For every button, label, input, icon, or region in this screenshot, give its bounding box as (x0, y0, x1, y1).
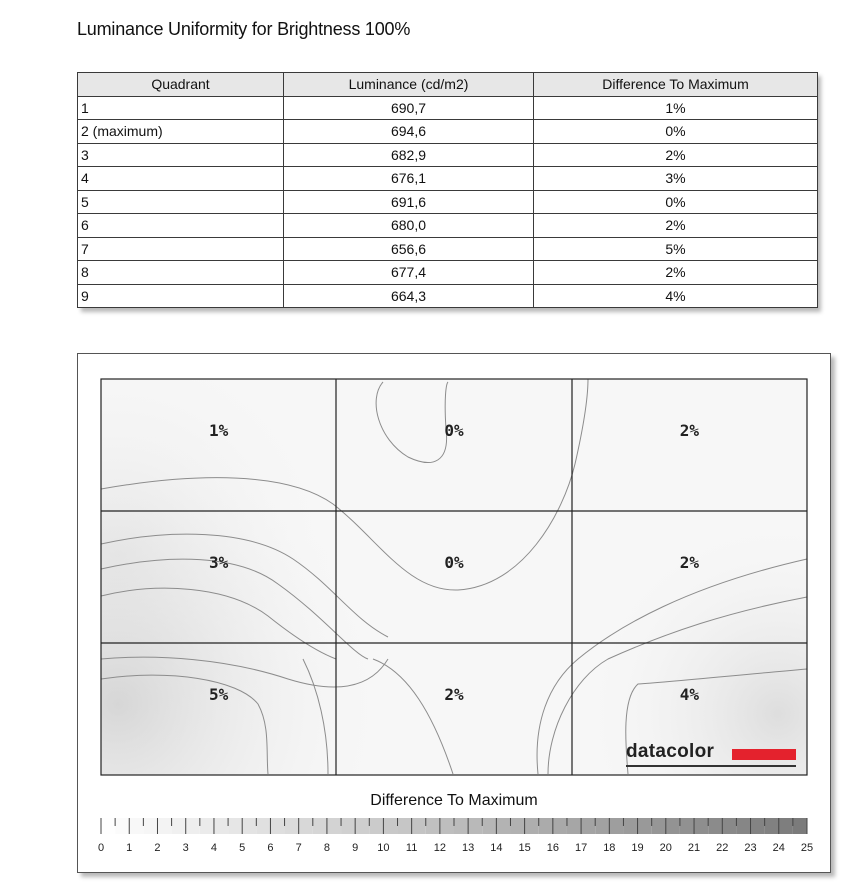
legend-swatch (736, 818, 750, 834)
legend-tick-label: 23 (744, 842, 757, 854)
table-row (78, 167, 818, 191)
legend-swatch (341, 818, 355, 834)
luminance-cell: 682,9 (284, 143, 534, 167)
legend-swatch (426, 818, 440, 834)
legend-swatch (765, 818, 779, 834)
legend-swatch (539, 818, 553, 834)
luminance-cell: 690,7 (284, 96, 534, 120)
difference-cell: 2% (534, 143, 818, 167)
legend-swatch (115, 818, 129, 834)
legend-swatch (440, 818, 454, 834)
legend-title: Difference To Maximum (370, 792, 538, 809)
table-row (78, 96, 818, 120)
luminance-cell: 676,1 (284, 167, 534, 191)
luminance-cell: 656,6 (284, 237, 534, 261)
difference-cell: 3% (534, 167, 818, 191)
logo-red-bar (732, 749, 796, 760)
legend-swatch (609, 818, 623, 834)
legend-swatch (496, 818, 510, 834)
table-row (78, 237, 818, 261)
legend-swatch (172, 818, 186, 834)
legend-swatch (299, 818, 313, 834)
cell-label-8: 2% (444, 685, 464, 704)
quadrant-cell: 4 (78, 167, 284, 191)
legend-swatch (129, 818, 143, 834)
cell-label-6: 2% (679, 553, 699, 572)
quadrant-cell: 7 (78, 237, 284, 261)
difference-cell: 5% (534, 237, 818, 261)
legend-swatch (482, 818, 496, 834)
table-row (78, 190, 818, 214)
legend-tick-label: 16 (546, 842, 559, 854)
header-quadrant: Quadrant (78, 73, 284, 97)
legend-swatch (313, 818, 327, 834)
quadrant-cell: 9 (78, 284, 284, 308)
legend-swatch (694, 818, 708, 834)
legend-swatch (567, 818, 581, 834)
legend-swatch (793, 818, 807, 834)
difference-cell: 2% (534, 261, 818, 285)
luminance-cell: 691,6 (284, 190, 534, 214)
legend-tick-label: 20 (659, 842, 672, 854)
legend-tick-label: 19 (631, 842, 644, 854)
legend-tick-label: 12 (433, 842, 447, 854)
legend-tick-label: 7 (295, 842, 302, 854)
quadrant-cell: 8 (78, 261, 284, 285)
cell-label-4: 3% (209, 553, 229, 572)
legend-swatch (228, 818, 242, 834)
table-header-row (78, 73, 818, 97)
legend-tick-label: 13 (461, 842, 475, 854)
logo-text: datacolor (626, 741, 715, 762)
luminance-cell: 694,6 (284, 120, 534, 144)
legend-swatch (214, 818, 228, 834)
legend-swatch (468, 818, 482, 834)
legend-tick-label: 11 (405, 842, 418, 854)
legend-swatch (383, 818, 397, 834)
legend-swatch (553, 818, 567, 834)
table-row (78, 143, 818, 167)
legend-tick-label: 8 (323, 842, 330, 854)
legend-swatch (186, 818, 200, 834)
legend-swatch (638, 818, 652, 834)
legend-swatch (454, 818, 468, 834)
legend-swatch (143, 818, 157, 834)
legend-tick-label: 3 (182, 842, 189, 854)
quadrant-cell: 6 (78, 214, 284, 238)
luminance-cell: 677,4 (284, 261, 534, 285)
legend-swatch (581, 818, 595, 834)
legend-swatch (525, 818, 539, 834)
legend-tick-label: 2 (154, 842, 161, 854)
legend-swatch (157, 818, 171, 834)
legend-swatch (595, 818, 609, 834)
difference-cell: 4% (534, 284, 818, 308)
legend-tick-label: 21 (687, 842, 701, 854)
table-row (78, 261, 818, 285)
datacolor-logo (626, 741, 794, 769)
luminance-table (77, 72, 818, 308)
difference-cell: 2% (534, 214, 818, 238)
legend-swatch (680, 818, 694, 834)
legend-tick-label: 5 (239, 842, 246, 854)
legend-tick-label: 18 (603, 842, 616, 854)
cell-label-9: 4% (679, 685, 699, 704)
legend-swatch (369, 818, 383, 834)
legend-tick-label: 25 (800, 842, 814, 854)
legend-swatch (101, 818, 115, 834)
cell-label-3: 2% (679, 421, 699, 440)
logo-underline (626, 765, 796, 767)
cell-label-2: 0% (444, 421, 464, 440)
table-row (78, 284, 818, 308)
legend-swatch (355, 818, 369, 834)
legend-swatch (779, 818, 793, 834)
difference-cell: 0% (534, 120, 818, 144)
legend-tick-label: 22 (716, 842, 729, 854)
legend-tick-label: 6 (267, 842, 274, 854)
legend-tick-label: 9 (352, 842, 359, 854)
legend-swatch (242, 818, 256, 834)
legend-tick-label: 15 (518, 842, 531, 854)
header-difference: Difference To Maximum (534, 73, 818, 97)
quadrant-cell: 1 (78, 96, 284, 120)
legend-tick-label: 0 (97, 842, 105, 854)
legend-tick-label: 24 (772, 842, 785, 854)
legend-swatch (751, 818, 765, 834)
legend-swatch (412, 818, 426, 834)
table-row (78, 120, 818, 144)
quadrant-cell: 3 (78, 143, 284, 167)
quadrant-cell: 2 (maximum) (78, 120, 284, 144)
legend-swatch (510, 818, 524, 834)
uniformity-map-panel (77, 353, 831, 873)
legend-tick-label: 10 (377, 842, 390, 854)
legend-swatch (623, 818, 637, 834)
header-luminance: Luminance (cd/m2) (284, 73, 534, 97)
legend-swatch (708, 818, 722, 834)
report-title: Luminance Uniformity for Brightness 100% (77, 19, 411, 39)
luminance-cell: 680,0 (284, 214, 534, 238)
legend-swatch (722, 818, 736, 834)
luminance-table-container (77, 72, 817, 308)
cell-label-1: 1% (209, 421, 229, 440)
legend-tick-label: 4 (210, 842, 218, 854)
difference-cell: 0% (534, 190, 818, 214)
legend-tick-label: 1 (126, 842, 133, 854)
legend-swatch (652, 818, 666, 834)
difference-cell: 1% (534, 96, 818, 120)
legend-swatch (327, 818, 341, 834)
legend-tick-label: 17 (574, 842, 588, 854)
legend-swatch (200, 818, 214, 834)
cell-label-7: 5% (209, 685, 229, 704)
legend-tick-label: 14 (490, 842, 503, 854)
legend-swatch (398, 818, 412, 834)
legend-swatch (270, 818, 284, 834)
table-row (78, 214, 818, 238)
luminance-cell: 664,3 (284, 284, 534, 308)
legend-swatch (666, 818, 680, 834)
legend-swatch (256, 818, 270, 834)
legend-swatch (285, 818, 299, 834)
cell-label-5: 0% (444, 553, 464, 572)
quadrant-cell: 5 (78, 190, 284, 214)
